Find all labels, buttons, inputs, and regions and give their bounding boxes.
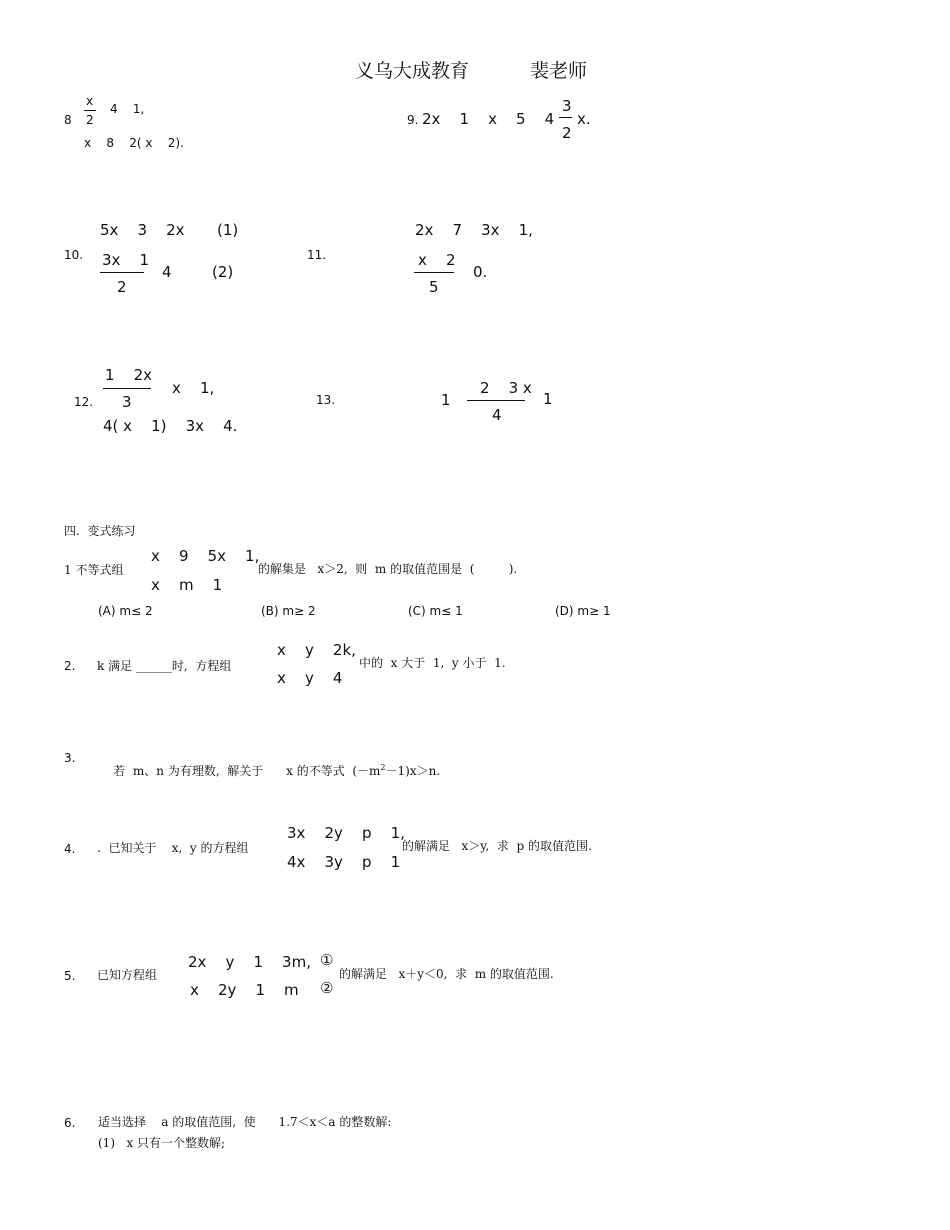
inequality-line-2: x 8 2( x 2). [84,136,184,150]
fraction-bar [559,117,572,118]
question-number: 3. [64,751,76,765]
inequality-left: 1 [441,391,451,409]
fraction-bar [414,272,454,273]
inequality-line-1: 5x 3 2x [100,221,185,239]
inequality-line-1: 4 1, [110,102,145,116]
question-text-end: －1)x＞n. [385,764,441,778]
question-text: 的解集是 x＞2, 则 m 的取值范围是 ( ). [258,562,518,576]
question-number: 5. [64,969,76,983]
question-text: 适当选择 a 的取值范围, 使 1.7＜x＜a 的整数解: [98,1115,392,1129]
question-text-main: 若 m、n 为有理数, 解关于 x 的不等式 (－m [113,764,381,778]
header-school: 义乌大成教育 [355,60,470,82]
fraction-numerator: x [86,94,94,108]
question-number: 2. [64,659,76,673]
problem-number: 12. [74,395,94,409]
inequality-line-2: 0. [473,263,488,281]
question-intro: k 满足 ______时, 方程组 [97,659,232,673]
question-intro: . 已知关于 x, y 的方程组 [97,841,249,855]
inequality-right: 1 [543,390,553,408]
section-title: 四. 变式练习 [64,524,136,538]
inequality-line-2: 4 [162,263,172,281]
option-a: (A) m≤ 2 [98,604,153,618]
system-line-1: x y 2k, [277,641,356,659]
option-d: (D) m≥ 1 [555,604,611,618]
fraction-denominator: 2 [86,113,94,127]
system-line-2: x 2y 1 m [190,981,299,999]
question-text [98,752,440,789]
fraction-bar [103,388,151,389]
fraction-numerator: 3x 1 [102,251,150,269]
fraction-denominator: 3 [122,393,132,411]
fraction-bar [467,400,525,401]
problem-number: 11. [307,248,327,262]
fraction-denominator: 2 [562,124,572,142]
equation-mark-2: ② [320,979,334,997]
question-text: 的解满足 x＋y＜0, 求 m 的取值范围. [339,967,554,981]
equation-tag-2: (2) [212,263,234,281]
problem-number: 10. [64,248,84,262]
system-line-2: 4x 3y p 1 [287,853,401,871]
fraction-numerator: 3 [562,97,572,115]
system-line-1: x 9 5x 1, [151,547,260,565]
option-c: (C) m≤ 1 [408,604,463,618]
question-intro: 1 不等式组 [64,563,124,577]
equation-mark-1: ① [320,951,334,969]
question-intro: 已知方程组 [97,968,158,982]
fraction-numerator: 2 3 x [480,379,532,397]
exponent: 2 [380,763,386,772]
equation-tag-1: (1) [217,221,239,239]
inequality-tail: x. [577,110,591,128]
question-text: 的解满足 x＞y, 求 p 的取值范围. [402,839,592,853]
inequality-line-1: x 1, [172,379,215,397]
fraction-numerator: x 2 [418,251,456,269]
system-line-1: 3x 2y p 1, [287,824,405,842]
fraction-denominator: 4 [492,406,502,424]
sub-question-1: (1) x 只有一个整数解; [98,1136,226,1150]
question-number: 6. [64,1116,76,1130]
question-number: 4. [64,842,76,856]
system-line-1: 2x y 1 3m, [188,953,311,971]
header-teacher: 裴老师 [530,60,588,82]
question-text: 中的 x 大于 1, y 小于 1. [359,656,506,670]
problem-number: 9. [407,113,419,127]
inequality-line-2: 4( x 1) 3x 4. [103,417,238,435]
inequality-expression: 2x 1 x 5 4 [422,110,555,128]
inequality-line-1: 2x 7 3x 1, [415,221,533,239]
problem-number: 13. [316,393,336,407]
system-line-2: x y 4 [277,669,343,687]
fraction-denominator: 2 [117,278,127,296]
problem-number: 8 [64,113,72,127]
option-b: (B) m≥ 2 [261,604,316,618]
fraction-denominator: 5 [429,278,439,296]
fraction-bar [84,110,96,111]
system-line-2: x m 1 [151,576,223,594]
fraction-bar [100,272,144,273]
fraction-numerator: 1 2x [105,366,153,384]
